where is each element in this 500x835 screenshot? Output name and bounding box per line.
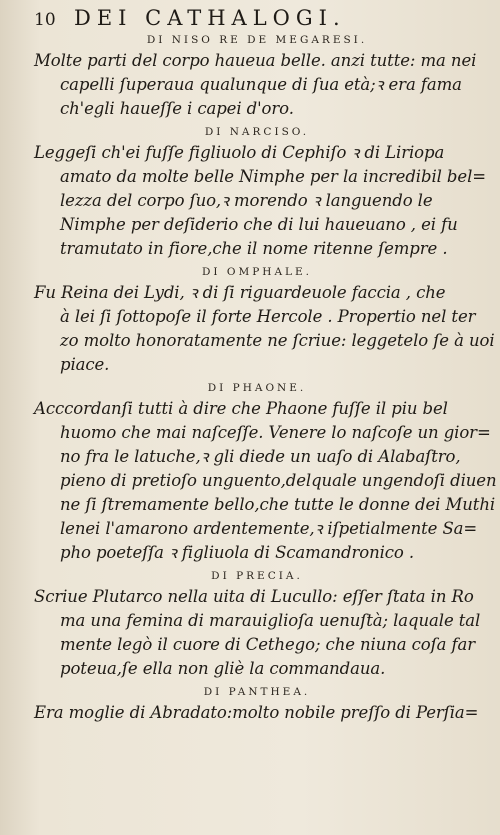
text-line: pho poeteſſa ꝛ figliuola di Scamandronico . xyxy=(60,543,415,562)
entry xyxy=(34,264,495,377)
text-line: tramutato in fiore,che il nome ritenne ſempre . xyxy=(60,239,448,258)
entry xyxy=(34,380,497,565)
text-line: ch'egli haueſſe i capei d'oro. xyxy=(60,99,294,118)
text-line: mente legò il cuore di Cethego; che niuna coſa far xyxy=(60,635,476,654)
section-heading: DI PHAONE. xyxy=(207,382,307,394)
text-line: poteua,ſe ella non gliè la commandaua. xyxy=(60,659,386,678)
text-line: Era moglie di Abradato:molto nobile preſſo di Perſia= xyxy=(34,703,479,722)
text-line: zo molto honoratamente ne ſcriue: leggetelo ſe à uoi xyxy=(60,331,495,350)
section-heading: DI OMPHALE. xyxy=(201,266,313,278)
text-line: Molte parti del corpo haueua belle. anzi tutte: ma nei xyxy=(34,51,477,70)
text-line: lenei l'amarono ardentemente,ꝛ iſpetialmente Sa= xyxy=(60,519,478,538)
text-line: pieno di pretioſo unguento,delquale ungendoſi diuen xyxy=(60,471,497,490)
page-header xyxy=(34,6,480,32)
text-line: amato da molte belle Nimphe per la incredibil bel= xyxy=(60,167,486,186)
text-line: lezza del corpo ſuo,ꝛ morendo ꝛ languendo le xyxy=(60,191,433,210)
page-number: 10 xyxy=(34,10,56,30)
section-heading: DI PANTHEA. xyxy=(203,686,311,698)
text-line: Scriue Plutarco nella uita di Lucullo: eſſer ſtata in Ro xyxy=(34,587,474,606)
text-line: Nimphe per deſiderio che di lui haueuano , ei fu xyxy=(60,215,458,234)
text-line: à lei ſi ſottopoſe il forte Hercole . Propertio nel ter xyxy=(60,307,476,326)
text-line: Acccordanſi tutti à dire che Phaone fuſſe il piu bel xyxy=(34,399,448,418)
section-heading: DI PRECIA. xyxy=(211,570,303,582)
text-line: ne ſi ſtremamente bello,che tutte le donne dei Muthi xyxy=(60,495,496,514)
entry xyxy=(34,684,480,725)
section-heading: DI NARCISO. xyxy=(204,126,310,138)
entry xyxy=(34,568,480,681)
section-heading: DI NISO RE DE MEGARESI. xyxy=(146,34,368,46)
entries-list xyxy=(34,32,497,725)
text-line: capelli ſuperaua qualunque di ſua età;ꝛ era fama xyxy=(60,75,462,94)
text-line: huomo che mai naſceſſe. Venere lo naſcoſe un gior= xyxy=(60,423,491,442)
text-line: Leggeſi ch'ei fuſſe figliuolo di Cephiſo ꝛ di Liriopa xyxy=(34,143,445,162)
text-line: Fu Reina dei Lydi, ꝛ di ſi riguardeuole faccia , che xyxy=(34,283,446,302)
running-head: DEI CATHALOGI. xyxy=(74,6,346,30)
text-line: no fra le latuche,ꝛ gli diede un uaſo di Alabaſtro, xyxy=(60,447,461,466)
entry xyxy=(34,32,480,121)
entry xyxy=(34,124,486,261)
text-line: ma una femina di marauiglioſa uenuſtà; laquale tal xyxy=(60,611,481,630)
text-line: piace. xyxy=(60,355,110,374)
